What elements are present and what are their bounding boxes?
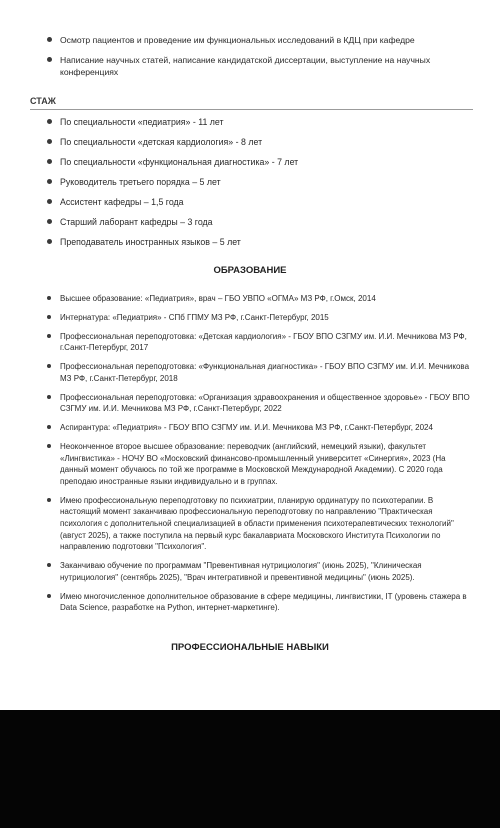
list-item: Ассистент кафедры – 1,5 года — [47, 196, 447, 216]
bullet-icon — [47, 296, 51, 300]
list-item: Имею профессиональную переподготовку по психиатрии, планирую ординатуру по психотерапии. В настоящий момент заканчиваю профессиональную переподготовку по направлению "Практическая психология с дополнительной специализацией в области применения психотерапевтических технологий" (август 2025), а также поступила на первый курс бакалавриата Московского Института Психологии по направлению подготовки "Психология". — [47, 495, 472, 553]
bullet-icon — [47, 139, 52, 144]
experience-section-title: СТАЖ — [30, 96, 473, 110]
empty-screen-area — [0, 710, 500, 828]
bullet-icon — [47, 219, 52, 224]
bullet-icon — [47, 57, 52, 62]
list-item: Аспирантура: «Педиатрия» - ГБОУ ВПО СЗГМУ им. И.И. Мечникова МЗ РФ, г.Санкт-Петербург, 2024 — [47, 422, 472, 434]
bullet-icon — [47, 239, 52, 244]
list-item: Профессиональная переподготовка: «Детская кардиология» - ГБОУ ВПО СЗГМУ им. И.И. Мечникова МЗ РФ, г.Санкт-Петербург, 2017 — [47, 331, 472, 354]
education-heading: ОБРАЗОВАНИЕ — [213, 265, 287, 276]
list-item: Написание научных статей, написание кандидатской диссертации, выступление на научных конференциях — [47, 54, 467, 78]
bullet-icon — [47, 395, 51, 399]
list-item: По специальности «функциональная диагностика» - 7 лет — [47, 156, 447, 176]
bullet-icon — [47, 498, 51, 502]
list-item: Имею многочисленное дополнительное образование в сфере медицины, лингвистики, IT (уровень стажера в Data Science, разработке на Python, интернет-маркетинге). — [47, 591, 472, 614]
bullet-icon — [47, 179, 52, 184]
duties-list — [47, 34, 467, 86]
bullet-icon — [47, 37, 52, 42]
list-item: Профессиональная переподготовка: «Организация здравоохранения и общественное здоровье» - ГБОУ ВПО СЗГМУ им. И.И. Мечникова МЗ РФ, г.Санкт-Петербург, 2022 — [47, 392, 472, 415]
bullet-icon — [47, 364, 51, 368]
list-item: По специальности «детская кардиология» - 8 лет — [47, 136, 447, 156]
list-item: Неоконченное второе высшее образование: переводчик (английский, немецкий языки), факультет «Лингвистика» - НОЧУ ВО «Московский финансово-промышленный университет «Синергия», 2023 (На данный момент обучаюсь по той же программе в Московской Международной Академии). С 2020 года преподаю иностранные языки индивидуально и в группах. — [47, 441, 472, 487]
list-item: Осмотр пациентов и проведение им функциональных исследований в КДЦ при кафедре — [47, 34, 467, 46]
bullet-icon — [47, 594, 51, 598]
bullet-icon — [47, 159, 52, 164]
bullet-icon — [47, 315, 51, 319]
bullet-icon — [47, 119, 52, 124]
skills-heading: ПРОФЕССИОНАЛЬНЫЕ НАВЫКИ — [171, 642, 329, 653]
bullet-icon — [47, 334, 51, 338]
list-item: Преподаватель иностранных языков – 5 лет — [47, 236, 447, 256]
bullet-icon — [47, 199, 52, 204]
list-item: Заканчиваю обучение по программам "Превентивная нутрициология" (июнь 2025), "Клиническая нутрициология" (сентябрь 2025), "Врач интегративной и превентивной медицины" (июнь 2025). — [47, 560, 472, 583]
list-item: Старший лаборант кафедры – 3 года — [47, 216, 447, 236]
education-list — [47, 293, 472, 621]
list-item: Руководитель третьего порядка – 5 лет — [47, 176, 447, 196]
list-item: Профессиональная переподготовка: «Функциональная диагностика» - ГБОУ ВПО СЗГМУ им. И.И. Мечникова МЗ РФ, г.Санкт-Петербург, 2018 — [47, 361, 472, 384]
list-item: Интернатура: «Педиатрия» - СПб ГПМУ МЗ РФ, г.Санкт-Петербург, 2015 — [47, 312, 472, 324]
bullet-icon — [47, 563, 51, 567]
experience-list — [47, 116, 447, 256]
list-item: По специальности «педиатрия» - 11 лет — [47, 116, 447, 136]
bullet-icon — [47, 444, 51, 448]
bullet-icon — [47, 425, 51, 429]
list-item: Высшее образование: «Педиатрия», врач – ГБО УВПО «ОГМА» МЗ РФ, г.Омск, 2014 — [47, 293, 472, 305]
